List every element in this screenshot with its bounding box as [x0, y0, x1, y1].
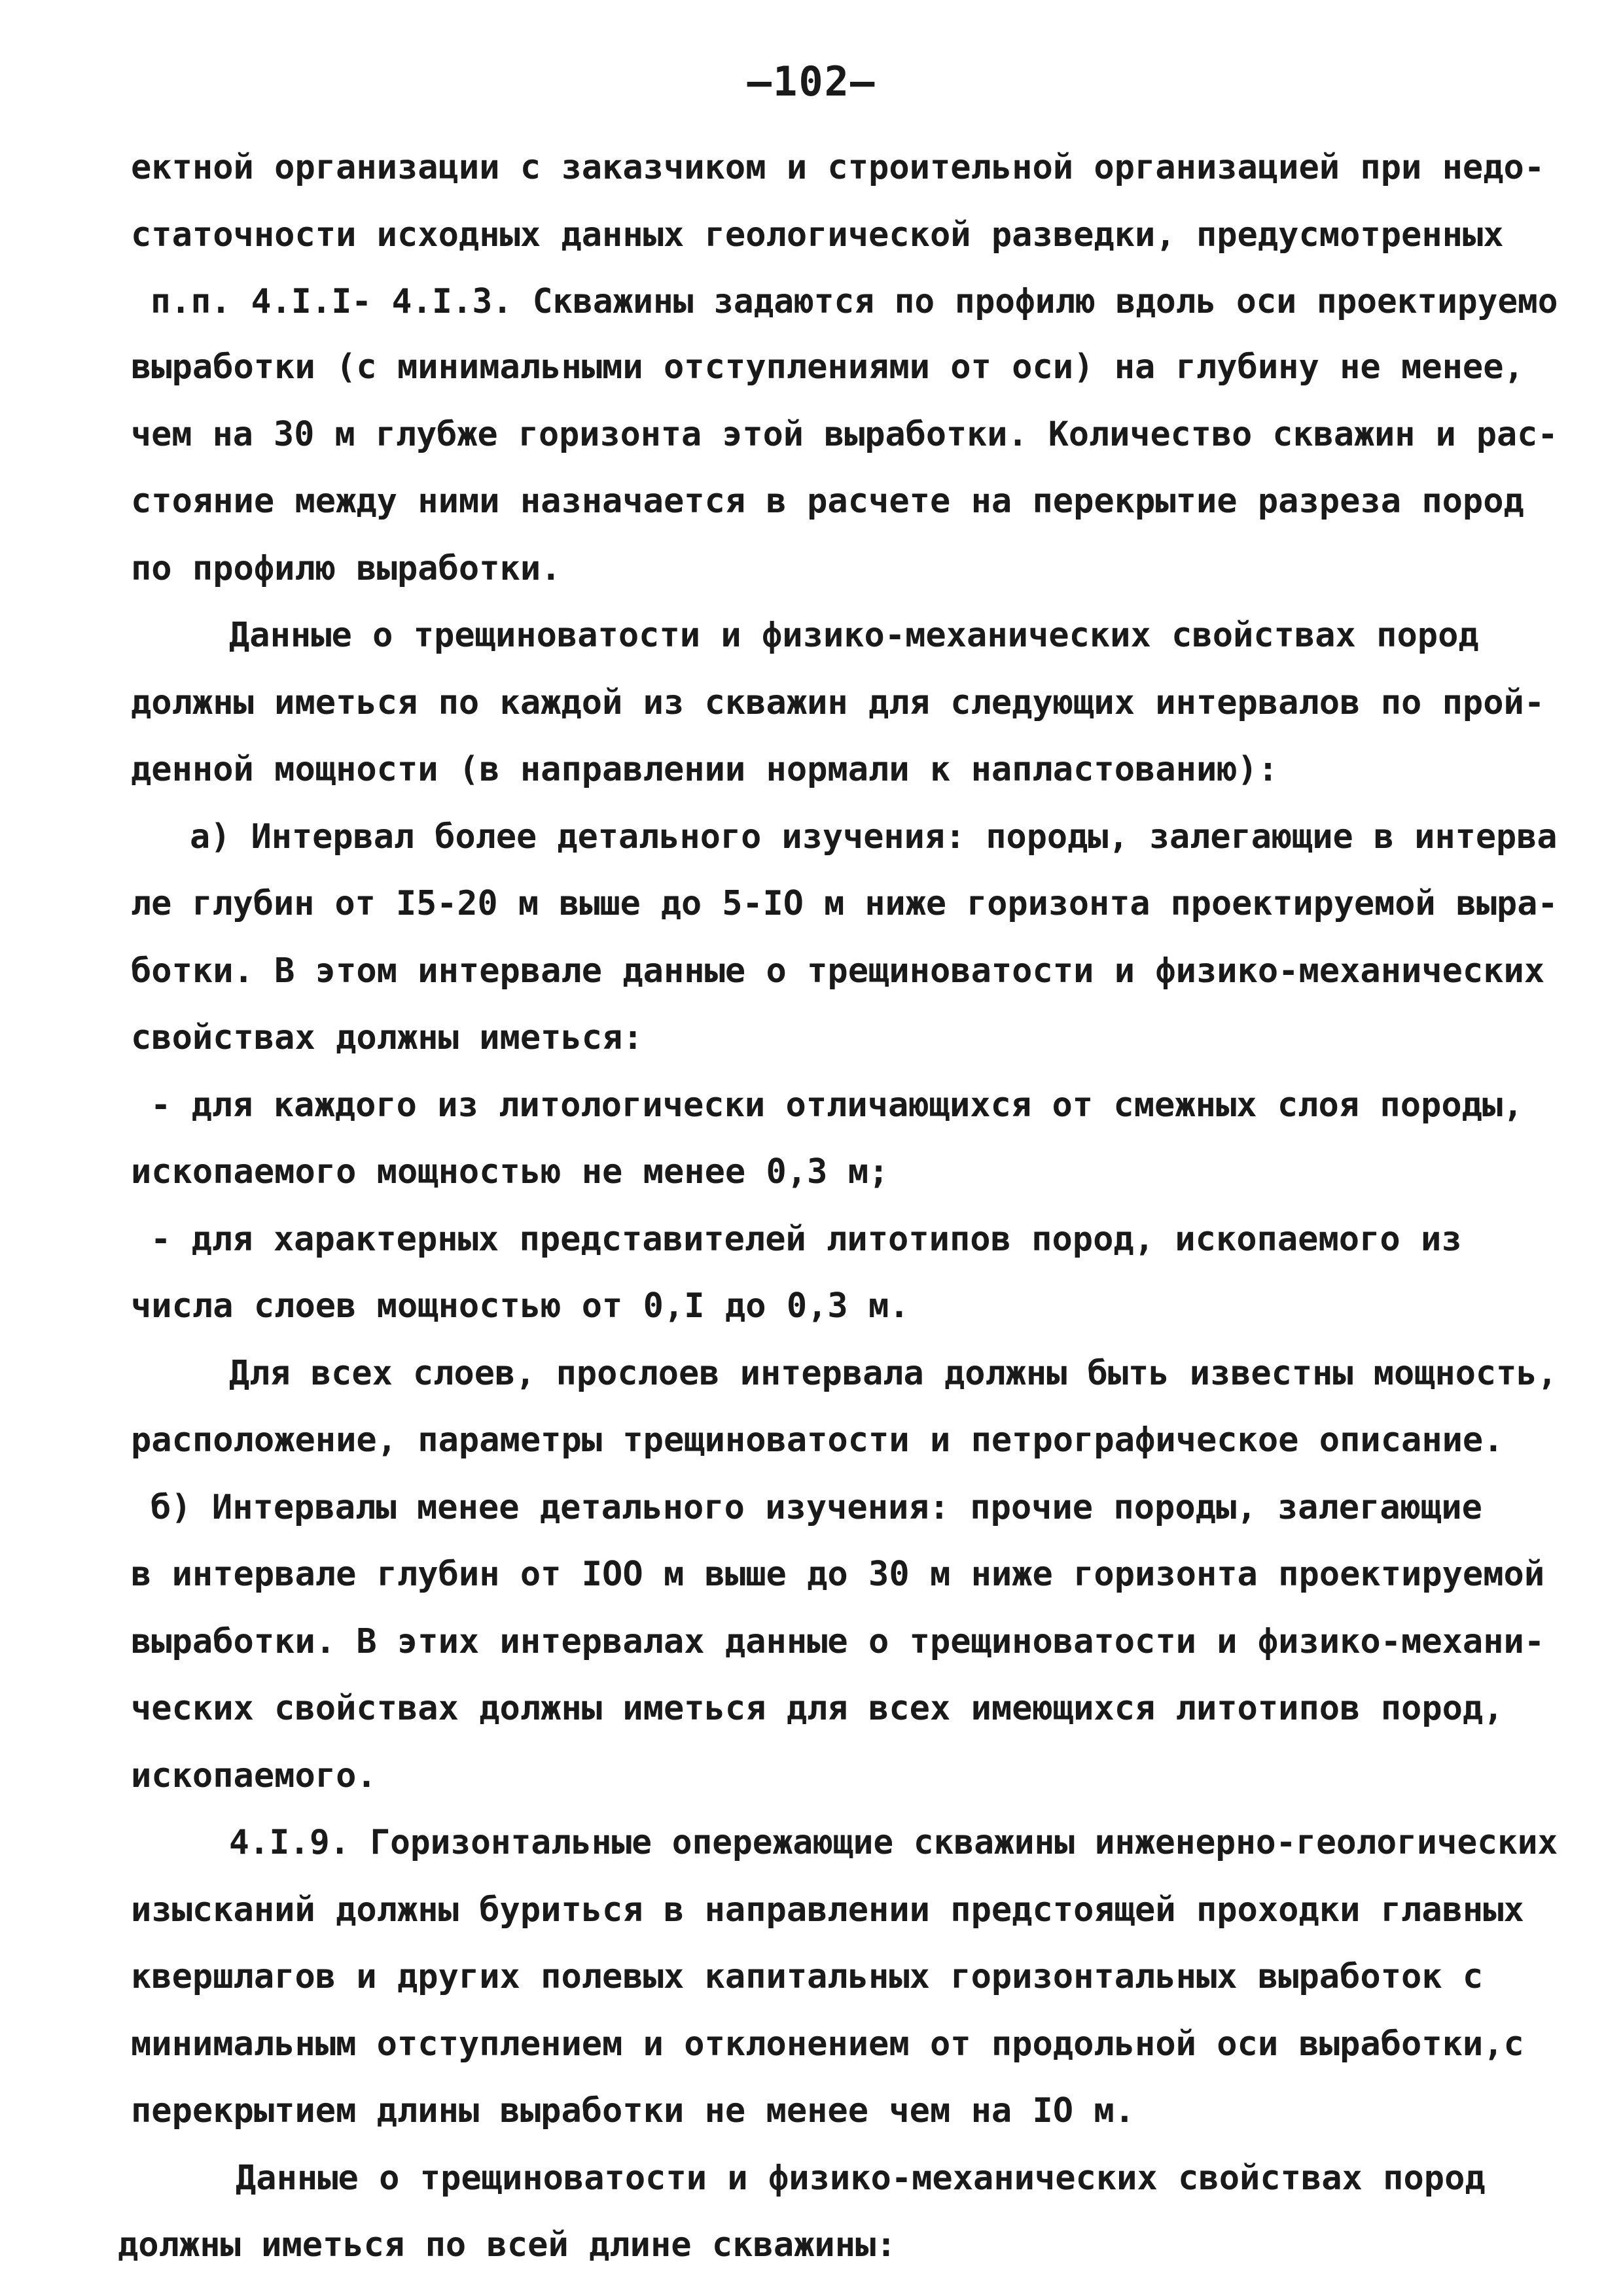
- text-line: минимальным отступлением и отклонением от продольной оси выработки,с: [131, 2024, 1524, 2064]
- text-line: Для всех слоев, прослоев интервала должны быть известны мощность,: [229, 1354, 1558, 1393]
- text-line: статочности исходных данных геологической разведки, предусмотренных: [131, 215, 1504, 255]
- text-line: изысканий должны буриться в направлении предстоящей проходки главных: [131, 1890, 1524, 1930]
- text-line: б) Интервалы менее детального изучения: прочие породы, залегающие: [151, 1488, 1482, 1527]
- text-line: - для каждого из литологически отличающихся от смежных слоя породы,: [151, 1086, 1524, 1125]
- text-line: стояние между ними назначается в расчете на перекрытие разреза пород: [131, 482, 1524, 521]
- text-line: свойствах должны иметься:: [131, 1018, 643, 1057]
- text-line: Данные о трещиноватости и физико-механических свойствах пород: [236, 2159, 1486, 2198]
- text-line: должны иметься по каждой из скважин для следующих интервалов по прой-: [131, 683, 1545, 722]
- page-number: —102—: [747, 58, 876, 105]
- text-line: Данные о трещиноватости и физико-механических свойствах пород: [229, 616, 1479, 655]
- text-line: выработки (с минимальными отступлениями от оси) на глубину не менее,: [131, 347, 1524, 387]
- text-line: перекрытием длины выработки не менее чем на IO м.: [131, 2091, 1135, 2130]
- text-line: а) Интервал более детального изучения: породы, залегающие в интерва: [190, 817, 1558, 857]
- text-line: ле глубин от I5-20 м выше до 5-IO м ниже горизонта проектируемой выра-: [131, 884, 1558, 923]
- text-line: 4.I.9. Горизонтальные опережающие скважины инженерно-геологических: [229, 1823, 1558, 1862]
- text-line: ископаемого.: [131, 1756, 377, 1795]
- text-line: ческих свойствах должны иметься для всех имеющихся литотипов пород,: [131, 1689, 1504, 1728]
- text-line: ектной организации с заказчиком и строительной организацией при недо-: [131, 148, 1545, 187]
- text-line: расположение, параметры трещиноватости и петрографическое описание.: [131, 1421, 1504, 1460]
- text-line: - для характерных представителей литотипов пород, ископаемого из: [151, 1220, 1462, 1259]
- text-line: денной мощности (в направлении нормали к напластованию):: [131, 750, 1279, 789]
- text-line: п.п. 4.I.I- 4.I.3. Скважины задаются по профилю вдоль оси проектируемо: [151, 282, 1558, 321]
- text-line: числа слоев мощностью от 0,I до 0,3 м.: [131, 1286, 910, 1326]
- text-line: квершлагов и других полевых капитальных горизонтальных выработок с: [131, 1957, 1484, 1996]
- text-line: в интервале глубин от IOO м выше до 30 м ниже горизонта проектируемой: [131, 1555, 1545, 1594]
- text-line: ботки. В этом интервале данные о трещиноватости и физико-механических: [131, 951, 1545, 991]
- text-line: по профилю выработки.: [131, 549, 562, 588]
- text-line: чем на 30 м глубже горизонта этой выработки. Количество скважин и рас-: [131, 415, 1558, 454]
- text-line: должны иметься по всей длине скважины:: [118, 2225, 897, 2265]
- text-line: ископаемого мощностью не менее 0,3 м;: [131, 1152, 889, 1192]
- text-line: выработки. В этих интервалах данные о трещиноватости и физико-механи-: [131, 1622, 1545, 1661]
